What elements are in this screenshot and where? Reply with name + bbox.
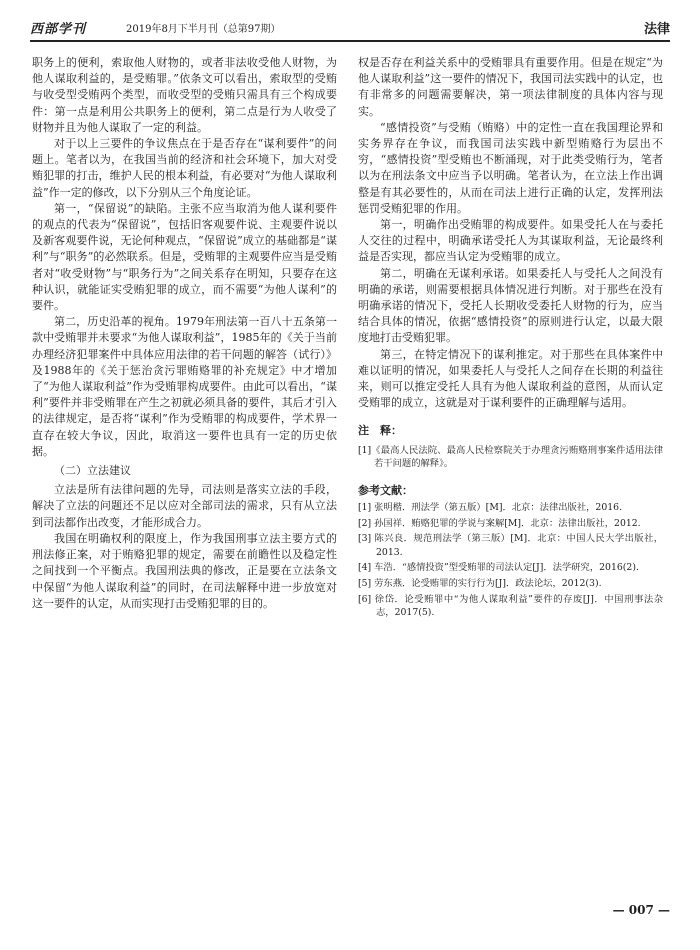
paragraph: 职务上的便利，索取他人财物的，或者非法收受他人财物，为他人谋取利益的，是受贿罪。”依条文可以看出，索取型的受贿与收受型受贿两个类型，而收受型的受贿只需具有三个构成要件：第一点是利用公共职务上的便利，第二点是行为人收受了财物并且为他人谋取了一定的利益。 [32, 56, 337, 134]
subheading: （二）立法建议 [54, 464, 131, 478]
paragraph: 第二，历史沿革的视角。1979年刑法第一百八十五条第一款中受贿罪并未要求“为他人谋取利益”，1985年的《关于当前办理经济犯罪案件中具体应用法律的若干问题的解答（试行）》及1988年的《关于惩治贪污罪贿赂罪的补充规定》中才增加了“为他人谋取利益”作为受贿罪构成要件。由此可以看出，“谋利”要件并非受贿罪在产生之初就必须具备的要件，其后才引入的法律规定，是否将“谋利”作为受贿罪的构成要件，学术界一直存在较大争议，因此，取消这一要件也具有一定的历史依据。 [32, 315, 337, 458]
section-label: 法律 [643, 22, 670, 37]
paragraph: 立法是所有法律问题的先导，司法则是落实立法的手段，解决了立法的问题还不足以应对全部司法的需求，只有从立法到司法都作出改变，才能形成合力。 [32, 483, 337, 529]
paragraph: 权是否存在利益关系中的受贿罪具有重要作用。但是在规定“为他人谋取利益”这一要件的情况下，我国司法实践中的认定，也有非常多的问题需要解决，第一项法律制度的具体内容与现实。 [358, 56, 663, 118]
right-column [358, 55, 663, 620]
page-header [30, 14, 670, 40]
paragraph: 我国在明确权利的限度上，作为我国刑事立法主要方式的刑法修正案，对于贿赂犯罪的规定，需要在前瞻性以及稳定性之间找到一个平衡点。我国刑法典的修改，正是要在立法条文中保留“为他人谋取利益”的同时，在司法解释中进一步放宽对这一要件的认定，从而实现打击受贿犯罪的目的。 [32, 531, 337, 610]
paragraph: 第一，“保留说”的缺陷。主张不应当取消为他人谋利要件的观点的代表为“保留说”，包括旧客观要件说、主观要件说以及新客观要件说，无论何种观点，“保留说”成立的基础都是“谋利”与“职务”的必然联系。但是，受贿罪的主观要件应当是受贿者对“收受财物”与“职务行为”之间关系存在明知，只要存在这种认识，就能证实受贿犯罪的成立，而不需要“为他人谋利”的要件。 [32, 201, 337, 313]
page-number: — 007 — [612, 903, 670, 917]
notes-heading: 注 释： [358, 424, 402, 438]
note-item: [1]《最高人民法院、最高人民检察院关于办理贪污贿赂刑事案件适用法律若干问题的解释》。 [358, 444, 663, 470]
paragraph: 第三，在特定情况下的谋利推定。对于那些在具体案件中难以证明的情况，如果委托人与受托人之间存在长期的利益往来，则可以推定受托人具有为他人谋取利益的意图，从而认定受贿罪的成立，这就是对于谋利要件的正确理解与适用。 [358, 347, 663, 410]
paragraph: 对于以上三要件的争议焦点在于是否存在“谋利要件”的问题上。笔者以为，在我国当前的经济和社会环境下，加大对受贿犯罪的打击，维护人民的根本利益，有必要对“为他人谋取利益”作一定的修改，以下分别从三个角度论证。 [32, 137, 337, 199]
references-heading: 参考文献： [358, 483, 413, 497]
reference-item: [6] 徐岱．论受贿罪中“为他人谋取利益”要件的存废[J]．中国刑事法杂志，2017(5). [358, 593, 663, 619]
reference-item: [5] 劳东燕．论受贿罪的实行行为[J]．政法论坛，2012(3). [358, 578, 602, 590]
paragraph: 第一，明确作出受贿罪的构成要件。如果受托人在与委托人交往的过程中，明确承诺受托人为其谋取利益，无论最终利益是否实现，都应当认定为受贿罪的成立。 [358, 218, 663, 264]
reference-item: [3] 陈兴良．规范刑法学（第三版）[M]．北京：中国人民大学出版社，2013. [358, 533, 663, 558]
journal-title: 西部学刊 [30, 22, 87, 37]
paragraph: “感情投资”与受贿（贿赂）中的定性一直在我国理论界和实务界存在争议，而我国司法实践中新型贿赂行为层出不穷，“感情投资”型受贿也不断涌现，对于此类受贿行为，笔者以为在刑法条文中应当予以明确。笔者认为，在立法上作出调整是有其必要性的，从而在司法上进行正确的认定，发挥刑法惩罚受贿犯罪的作用。 [358, 120, 663, 215]
reference-item: [1] 张明楷．刑法学（第五版）[M]．北京：法律出版社，2016. [358, 502, 623, 514]
reference-item: [2] 孙国祥．贿赂犯罪的学说与案解[M]．北京：法律出版社，2012. [358, 517, 641, 529]
left-column [32, 55, 337, 612]
reference-item: [4] 车浩．“感情投资”型受贿罪的司法认定[J]．法学研究，2016(2). [358, 562, 639, 574]
header-rule [30, 40, 670, 42]
issue-info: 2019年8月下半月刊（总第97期） [126, 24, 281, 35]
paragraph: 第二，明确在无谋利承诺。如果委托人与受托人之间没有明确的承诺，则需要根据具体情况进行判断。对于那些在没有明确承诺的情况下，受托人长期收受委托人财物的行为，应当结合具体的情况，依据“感情投资”的原则进行认定，以最大限度地打击受贿犯罪。 [358, 266, 663, 345]
